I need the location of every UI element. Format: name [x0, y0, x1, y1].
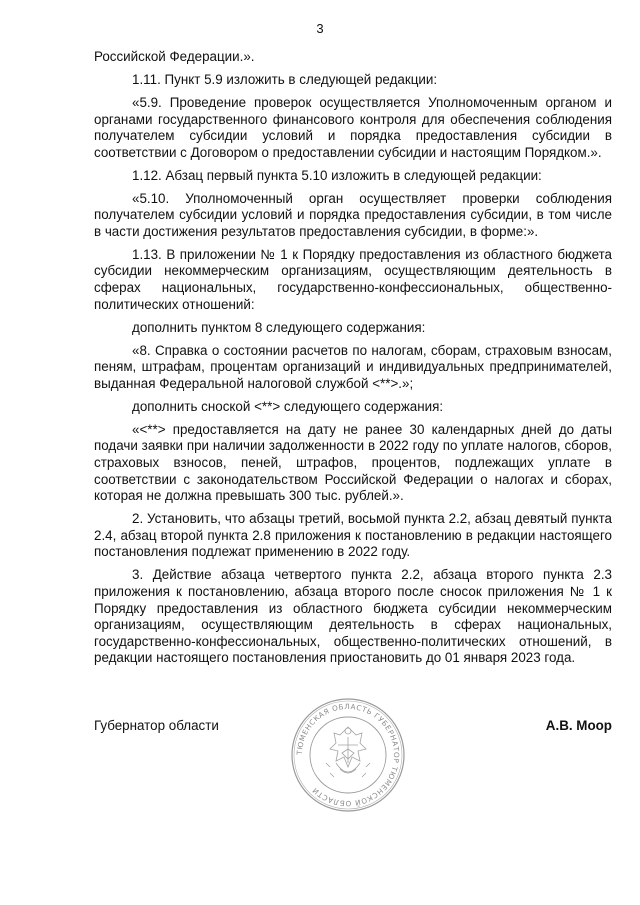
- paragraph-item-3: 3. Действие абзаца четвертого пункта 2.2, абзаца второго пункта 2.3 приложения к постановлению, абзаца второго после сносок приложения № 1 к Порядку предоставления из областного бюджета субсидии некоммерческим организациям, осуществляющим деятельность в сферах национальных, государственно-конфессиональных, общественно-политических отношений, в редакции настоящего постановления приостановить до 01 января 2023 года.: [94, 567, 612, 666]
- seal-ring-text: ТЮМЕНСКАЯ ОБЛАСТЬ ГУБЕРНАТОР ТЮМЕНСКОЙ ОБЛАСТИ: [294, 701, 402, 809]
- paragraph-add-item-8: дополнить пунктом 8 следующего содержания:: [132, 319, 426, 335]
- page-number: 3: [316, 21, 324, 36]
- official-seal-icon: [290, 697, 406, 813]
- paragraph-add-footnote: дополнить сноской <**> следующего содержания:: [132, 398, 444, 414]
- document-body: [94, 49, 612, 673]
- paragraph-footnote-text: «<**> предоставляется на дату не ранее 30 календарных дней до даты подачи заявки при наличии задолженности в 2022 году по уплате налогов, сборов, страховых взносов, пеней, штрафов, процентов, подлежащих уплате в соответствии с законодательством Российской Федерации о налогах и сборах, которая не должна превышать 300 тыс. рублей.».: [94, 421, 612, 504]
- paragraph-item-2: 2. Установить, что абзацы третий, восьмой пункта 2.2, абзац девятый пункта 2.4, абзац второй пункта 2.8 приложения к постановлению в редакции настоящего постановления подлежат применению в 2022 году.: [94, 511, 612, 560]
- paragraph-quote-5-9: «5.9. Проведение проверок осуществляется Уполномоченным органом и органами государственного финансового контроля для обеспечения соблюдения получателем субсидии условий и порядка предоставления субсидии в соответствии с Договором о предоставлении субсидии и настоящим Порядком.».: [94, 94, 612, 160]
- signatory-title: Губернатор области: [94, 718, 219, 733]
- paragraph-item-1-13: 1.13. В приложении № 1 к Порядку предоставления из областного бюджета субсидии некоммерческим организациям, осуществляющим деятельность в сферах национальных, государственно-конфессиональных, общественно-политических отношений:: [94, 246, 612, 312]
- paragraph-quote-5-10: «5.10. Уполномоченный орган осуществляет проверки соблюдения получателем субсидии условий и порядка предоставления субсидии, в том числе в части достижения результатов предоставления субсидии, в форме:».: [94, 190, 612, 239]
- seal-emblem: [326, 727, 370, 777]
- paragraph-item-1-12: 1.12. Абзац первый пункта 5.10 изложить в следующей редакции:: [132, 167, 542, 183]
- paragraph-item-1-11: 1.11. Пункт 5.9 изложить в следующей редакции:: [132, 71, 438, 87]
- paragraph-quote-8: «8. Справка о состоянии расчетов по налогам, сборам, страховым взносам, пеням, штрафам, процентам организаций и индивидуальных предпринимателей, выданная Федеральной налоговой службой <**>.»;: [94, 342, 612, 391]
- paragraph-continuation: Российской Федерации.».: [94, 49, 255, 64]
- signatory-name: А.В. Моор: [545, 718, 612, 733]
